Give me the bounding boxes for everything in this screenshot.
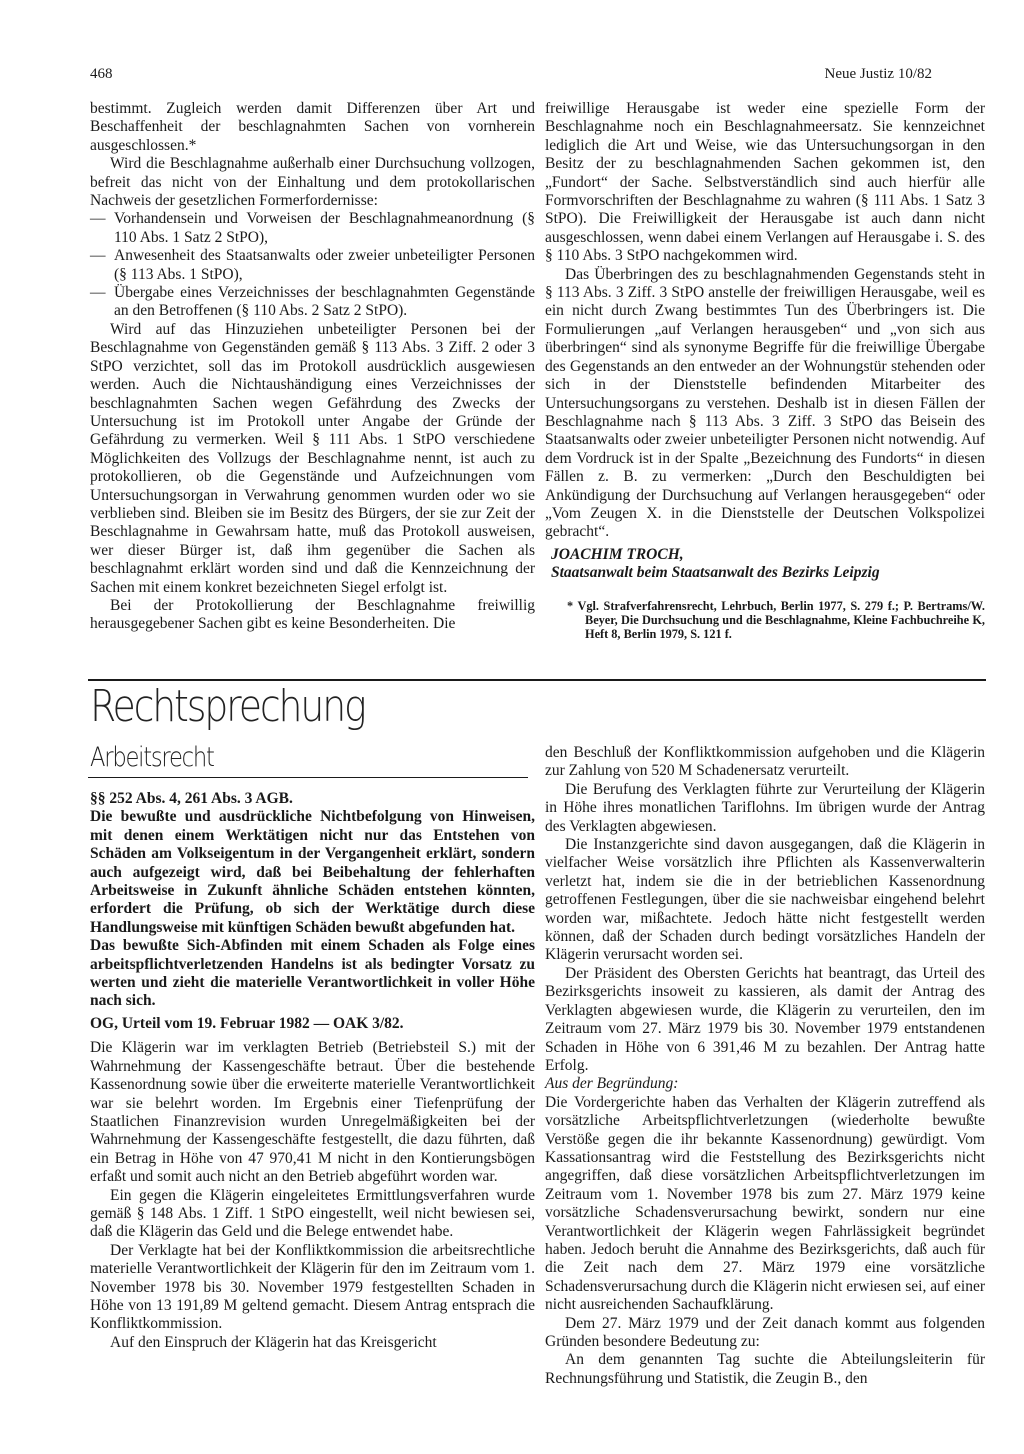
paragraph: Dem 27. März 1979 und der Zeit danach kommt aus folgenden Gründen besondere Bedeutung zu: (545, 1314, 985, 1350)
author-name: JOACHIM TROCH, (551, 545, 684, 563)
paragraph: Die Klägerin war im verklagten Betrieb (Betriebsteil S.) mit der Wahrnehmung der Kassengeschäfte betraut. Über die bestehende Kassenordnung sowie über die erweiterte materielle Verantwortlichkeit war sie belehrt worden. Im Ergebnis einer Tiefenprüfung der Staatlichen Finanzrevision wurden Unregelmäßigkeiten bei der Wahrnehmung der Kassengeschäfte festgestellt, die dazu führten, daß ein Betrag in Höhe von 47 970,41 M nicht in den Kontierungsbögen erfaßt und somit auch nicht an den Betrieb abgeführt worden war. (90, 1039, 535, 1186)
paragraph: Wird die Beschlagnahme außerhalb einer Durchsuchung vollzogen, befreit das nicht von der Einhaltung und dem protokollarischen Nachweis der gesetzlichen Formerfordernisse: (90, 155, 535, 210)
paragraph: Wird auf das Hinzuziehen unbeteiligter Personen bei der Beschlagnahme von Gegenständen gemäß § 113 Abs. 3 Ziff. 2 oder 3 StPO verzichtet, soll das im Protokoll ausdrücklich ausgewiesen werden. Auch die Nichtaushändigung eines Verzeichnisses der beschlagnahmten Sachen wegen Gefährdung des Zwecks der Untersuchung ist im Protokoll unter Angabe der Gründe der Gefährdung zu vermerken. Weil § 111 Abs. 1 StPO verschiedene Möglichkeiten des Vollzugs der Beschlagnahme nennt, ist auch zu protokollieren, ob die Gegenstände und Aufzeichnungen vom Untersuchungsorgan in Verwahrung genommen wurden oder wo sie verblieben sind. Bleiben sie im Besitz des Bürgers, der sie zur Zeit der Beschlagnahme in Gewahrsam hatte, muß das Protokoll ausweisen, wer dieser Bürger ist, daß ihm gegenüber die Sachen als beschlagnahmt erklärt worden sind und daß die Kennzeichnung der Sachen mit einem konkret bezeichneten Siegel erfolgt ist. (90, 320, 535, 596)
case-citation: OG, Urteil vom 19. Februar 1982 — OAK 3/82. (90, 1014, 404, 1032)
paragraph: freiwillige Herausgabe ist weder eine spezielle Form der Beschlagnahme noch ein Beschlagnahmeersatz. Sie kennzeichnet lediglich die Art und Weise, wie das Untersuchungsorgan in den Besitz der zu beschlagnahmenden Sachen gekommen ist, den „Fundort“ der Sache. Selbstverständlich sind auch hierfür alle Formvorschriften der Beschlagnahme zu wahren (§ 111 Abs. 1 Satz 3 StPO). Die Freiwilligkeit der Herausgabe ist auch dann nicht ausgeschlossen, wenn dabei einem Verlangen auf Herausgabe i. S. des § 110 Abs. 3 StPO nachgekommen wird. (545, 100, 985, 265)
section-title: Rechtsprechung (90, 681, 365, 732)
paragraph: Ein gegen die Klägerin eingeleitetes Ermittlungsverfahren wurde gemäß § 148 Abs. 1 Ziff. 1 StPO eingestellt, weil nicht bewiesen sei, daß die Klägerin das Geld und die Belege entwendet habe. (90, 1186, 535, 1241)
paragraph: den Beschluß der Konfliktkommission aufgehoben und die Klägerin zur Zahlung von 520 M Schadenersatz verurteilt. (545, 744, 985, 780)
paragraph: bestimmt. Zugleich werden damit Differenzen über Art und Beschaffenheit der beschlagnahmten Sachen von vornherein ausgeschlossen.* (90, 100, 535, 154)
requirements-list (90, 210, 535, 320)
footnote: * Vgl. Strafverfahrensrecht, Lehrbuch, Berlin 1977, S. 279 f.; P. Bertrams/W. Beyer, Die Durchsuchung und die Beschlagnahme, Kleine Fachbuchreihe K, Heft 8, Berlin 1979, S. 121 f. (567, 598, 985, 641)
decision-column-right (545, 744, 985, 1388)
paragraph: Die Instanzgerichte sind davon ausgegangen, daß die Klägerin in vielfacher Weise vorsätzlich ihre Pflichten als Kassenverwalterin verletzt hat, indem sie die in der betrieblichen Kassenordnung getroffenen Festlegungen, über die sie nachweisbar eingehend belehrt worden war, mißachtete. Jedoch hätte nicht festgestellt werden können, daß der Schaden durch bedingt vorsätzliches Handeln der Klägerin verursacht worden sei. (545, 836, 985, 964)
list-item: — Vorhandensein und Vorweisen der Beschlagnahmeanordnung (§ 110 Abs. 1 Satz 2 StPO), (90, 210, 535, 246)
article-column-left (90, 100, 535, 634)
page-number: 468 (90, 66, 113, 82)
reasons-heading: Aus der Begründung: (545, 1075, 679, 1093)
author-role: Staatsanwalt beim Staatsanwalt des Bezirks Leipzig (551, 564, 880, 582)
headnote: Das bewußte Sich-Abfinden mit einem Schaden als Folge eines arbeitspflichtverletzenden Handelns ist als bedingter Vorsatz zu werten und zieht die materielle Verantwortlichkeit in voller Höhe nach sich. (90, 937, 535, 1010)
paragraph: Der Präsident des Obersten Gerichts hat beantragt, das Urteil des Bezirksgerichts insoweit zu kassieren, als damit der Antrag des Verklagten abgewiesen wurde, die Klägerin zu verurteilen, den im Zeitraum vom 27. März 1979 bis 30. November 1979 entstandenen Schaden in Höhe von 6 391,46 M zu bezahlen. Der Antrag hatte Erfolg. (545, 964, 985, 1074)
paragraph: Das Überbringen des zu beschlagnahmenden Gegenstands steht in § 113 Abs. 3 Ziff. 3 StPO anstelle der freiwilligen Herausgabe, weil es ein nicht durch Zwang bestimmtes Tun des Überbringers ist. Die Formulierungen „auf Verlangen herausgeben“ und „von sich aus überbringen“ sind als synonyme Begriffe für die freiwillige Übergabe des Gegenstands an den entweder an der Wohnungstür stehenden oder sich in der Dienststelle befindenden Mitarbeiter des Untersuchungsorgans zu verstehen. Deshalb ist in diesen Fällen der Beschlagnahme nach § 113 Abs. 3 Ziff. 3 StPO das Beisein des Staatsanwalts oder zweier unbeteiligter Personen nicht notwendig. Auf dem Vordruck ist in der Spalte „Bezeichnung des Fundorts“ in diesen Fällen z. B. zu vermerken: „Durch den Beschuldigten bei Ankündigung der Durchsuchung auf Verlangen herausgegeben“ oder „Vom Zeugen X. in die Dienststelle der Deutschen Volkspolizei gebracht“. (545, 265, 985, 541)
paragraph: An dem genannten Tag suchte die Abteilungsleiterin für Rechnungsführung und Statistik, die Zeugin B., den (545, 1351, 985, 1387)
headnote-block (90, 790, 535, 1033)
journal-issue: Neue Justiz 10/82 (824, 66, 932, 82)
paragraph: Auf den Einspruch der Klägerin hat das Kreisgericht (110, 1333, 437, 1351)
article-column-right (545, 100, 985, 641)
paragraph: Der Verklagte hat bei der Konfliktkommission die arbeitsrechtliche materielle Verantwortlichkeit der Klägerin für den im Zeitraum vom 1. November 1978 bis 30. November 1979 festgestellten Schaden in Höhe von 13 191,89 M geltend gemacht. Diesem Antrag entsprach die Konfliktkommission. (90, 1241, 535, 1333)
paragraph: Die Vordergerichte haben das Verhalten der Klägerin zutreffend als vorsätzliche Arbeitspflichtverletzungen (wiederholte bewußte Verstöße gegen die ihr bekannte Kassenordnung) gewürdigt. Vom Kassationsantrag wird die Feststellung des Bezirksgerichts nicht angegriffen, daß diese vorsätzlichen Arbeitspflichtverletzungen im Zeitraum vom 1. November 1978 bis zum 27. März 1979 keine vorsätzliche Schadensverursachung bewirkt, sondern nur eine Verantwortlichkeit der Klägerin wegen Fahrlässigkeit begründet haben. Jedoch beruht die Annahme des Bezirksgerichts, daß auch für die Zeit nach dem 27. März 1979 eine vorsätzliche Schadensverursachung durch die Klägerin nicht erwiesen sei, auf einer nicht ausreichenden Sachaufklärung. (545, 1093, 985, 1314)
decision-column-left (90, 790, 535, 1352)
subsection-title: Arbeitsrecht (90, 742, 214, 773)
list-item: — Anwesenheit des Staatsanwalts oder zweier unbeteiligter Personen (§ 113 Abs. 1 StPO), (90, 247, 535, 283)
paragraph: Die Berufung des Verklagten führte zur Verurteilung der Klägerin in Höhe ihres monatlichen Tariflohns. Im übrigen wurde der Antrag des Verklagten abgewiesen. (545, 780, 985, 835)
subsection-divider (88, 777, 528, 778)
paragraph: Bei der Protokollierung der Beschlagnahme freiwillig herausgegebener Sachen gibt es keine Besonderheiten. Die (90, 596, 535, 633)
headnote: Die bewußte und ausdrückliche Nichtbefolgung von Hinweisen, mit denen einem Werktätigen nicht nur das Entstehen von Schäden am Volkseigentum in der Vergangenheit erklärt, sondern auch aufgezeigt wird, daß bei Beibehaltung der fehlerhaften Arbeitsweise in Zukunft ähnliche Schäden entstehen könnten, erfordert die Prüfung, ob sich der Werktätige durch diese Handlungsweise mit künftigen Schäden bewußt abgefunden hat. (90, 808, 535, 936)
list-item: — Übergabe eines Verzeichnisses der beschlagnahmten Gegenstände an den Betroffenen (§ 110 Abs. 2 Satz 2 StPO). (90, 284, 535, 320)
legal-norms: §§ 252 Abs. 4, 261 Abs. 3 AGB. (90, 790, 293, 807)
